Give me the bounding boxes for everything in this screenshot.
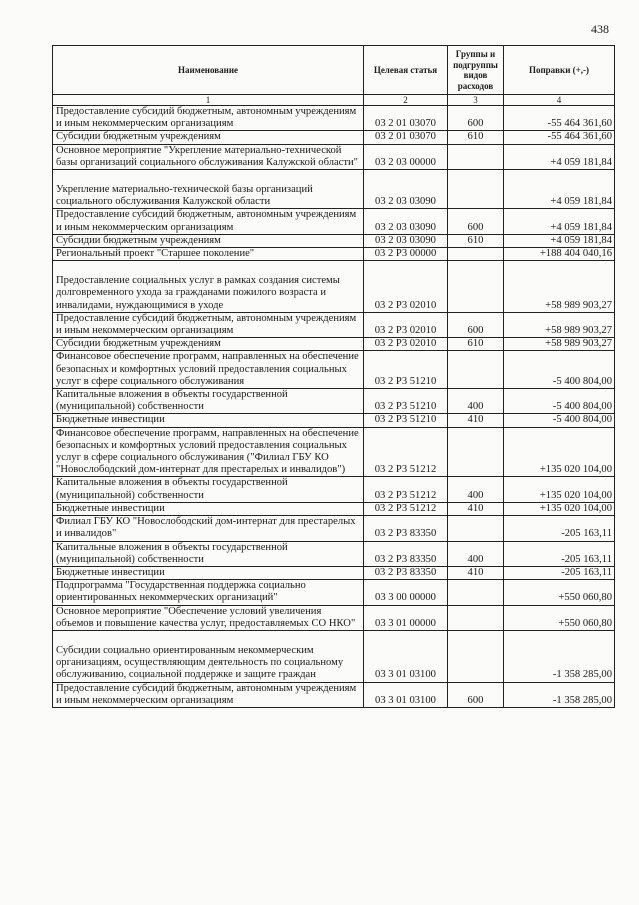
row-amount-cell: +4 059 181,84 — [504, 144, 615, 169]
row-name-cell: Подпрограмма "Государственная поддержка социально ориентированных некоммерческих организаций" — [53, 580, 364, 605]
row-group-cell — [448, 516, 504, 541]
page-number: 438 — [591, 22, 609, 36]
row-code-cell: 03 2 P3 02010 — [364, 338, 448, 351]
row-group-cell: 610 — [448, 234, 504, 247]
table-row — [53, 477, 615, 502]
row-code-cell: 03 2 P3 51212 — [364, 502, 448, 515]
table-row — [53, 630, 615, 682]
row-amount-cell: +135 020 104,00 — [504, 427, 615, 477]
row-group-cell: 600 — [448, 106, 504, 131]
row-group-cell — [448, 144, 504, 169]
table-row — [53, 131, 615, 144]
budget-table — [52, 45, 615, 708]
row-name-cell: Бюджетные инвестиции — [53, 414, 364, 427]
row-amount-cell: -55 464 361,60 — [504, 131, 615, 144]
row-group-cell: 410 — [448, 502, 504, 515]
row-amount-cell: -5 400 804,00 — [504, 389, 615, 414]
row-name-cell: Капитальные вложения в объекты государственной (муниципальной) собственности — [53, 541, 364, 566]
table-row — [53, 248, 615, 261]
row-name-cell: Основное мероприятие "Укрепление материально-технической базы организаций социального обслуживания Калужской области" — [53, 144, 364, 169]
row-name-cell: Бюджетные инвестиции — [53, 502, 364, 515]
row-group-cell — [448, 427, 504, 477]
row-amount-cell: +550 060,80 — [504, 605, 615, 630]
table-row — [53, 566, 615, 579]
table-row — [53, 106, 615, 131]
header-amount: Поправки (+,-) — [504, 46, 615, 95]
column-number: 3 — [448, 95, 504, 106]
row-group-cell: 610 — [448, 131, 504, 144]
row-name-cell: Субсидии социально ориентированным некоммерческим организациям, осуществляющим деятельность по социальному обслуживанию, социальной поддержке и защите граждан — [53, 630, 364, 682]
table-row — [53, 144, 615, 169]
row-group-cell — [448, 605, 504, 630]
row-group-cell — [448, 630, 504, 682]
row-group-cell: 600 — [448, 312, 504, 337]
row-code-cell: 03 2 01 03070 — [364, 106, 448, 131]
row-group-cell — [448, 261, 504, 313]
row-amount-cell: +135 020 104,00 — [504, 502, 615, 515]
row-code-cell: 03 3 00 00000 — [364, 580, 448, 605]
row-name-cell: Предоставление субсидий бюджетным, автономным учреждениям и иным некоммерческим организациям — [53, 209, 364, 234]
row-amount-cell: -55 464 361,60 — [504, 106, 615, 131]
table-row — [53, 682, 615, 707]
row-amount-cell: -1 358 285,00 — [504, 682, 615, 707]
row-amount-cell: -1 358 285,00 — [504, 630, 615, 682]
header-name: Наименование — [53, 46, 364, 95]
row-amount-cell: +4 059 181,84 — [504, 209, 615, 234]
row-amount-cell: +58 989 903,27 — [504, 261, 615, 313]
row-code-cell: 03 3 01 03100 — [364, 630, 448, 682]
row-group-cell: 610 — [448, 338, 504, 351]
row-name-cell: Финансовое обеспечение программ, направленных на обеспечение безопасных и комфортных условий предоставления социальных услуг в сфере социального обслуживания — [53, 351, 364, 389]
row-name-cell: Субсидии бюджетным учреждениям — [53, 131, 364, 144]
column-number: 1 — [53, 95, 364, 106]
row-code-cell: 03 2 P3 83350 — [364, 516, 448, 541]
row-amount-cell: +550 060,80 — [504, 580, 615, 605]
table-row — [53, 209, 615, 234]
table-body — [53, 106, 615, 708]
row-group-cell: 410 — [448, 566, 504, 579]
table-row — [53, 580, 615, 605]
row-name-cell: Основное мероприятие "Обеспечение условий увеличения объемов и повышение качества услуг, предоставляемых СО НКО" — [53, 605, 364, 630]
row-group-cell: 400 — [448, 541, 504, 566]
row-code-cell: 03 2 P3 51210 — [364, 389, 448, 414]
row-code-cell: 03 2 P3 00000 — [364, 248, 448, 261]
row-code-cell: 03 3 01 00000 — [364, 605, 448, 630]
row-amount-cell: +4 059 181,84 — [504, 170, 615, 209]
table-row — [53, 170, 615, 209]
table-row — [53, 502, 615, 515]
row-code-cell: 03 2 P3 83350 — [364, 541, 448, 566]
table-row — [53, 541, 615, 566]
row-group-cell — [448, 351, 504, 389]
row-amount-cell: -5 400 804,00 — [504, 351, 615, 389]
row-code-cell: 03 2 P3 51212 — [364, 477, 448, 502]
row-code-cell: 03 2 01 03070 — [364, 131, 448, 144]
column-number: 4 — [504, 95, 615, 106]
row-amount-cell: +4 059 181,84 — [504, 234, 615, 247]
row-amount-cell: +188 404 040,16 — [504, 248, 615, 261]
row-code-cell: 03 2 P3 02010 — [364, 261, 448, 313]
row-name-cell: Предоставление субсидий бюджетным, автономным учреждениям и иным некоммерческим организациям — [53, 682, 364, 707]
row-amount-cell: -5 400 804,00 — [504, 414, 615, 427]
table-row — [53, 427, 615, 477]
row-name-cell: Финансовое обеспечение программ, направленных на обеспечение безопасных и комфортных условий предоставления социальных услуг в сфере социального обслуживания ("Филиал ГБУ КО "Новослободский дом-интернат для престарелых и инвалидов") — [53, 427, 364, 477]
row-group-cell — [448, 248, 504, 261]
row-group-cell: 400 — [448, 477, 504, 502]
table-row — [53, 312, 615, 337]
header-code: Целевая статья — [364, 46, 448, 95]
row-amount-cell: +58 989 903,27 — [504, 338, 615, 351]
row-name-cell: Предоставление социальных услуг в рамках создания системы долговременного ухода за гражданами пожилого возраста и инвалидами, нуждающимися в уходе — [53, 261, 364, 313]
row-name-cell: Субсидии бюджетным учреждениям — [53, 234, 364, 247]
row-name-cell: Предоставление субсидий бюджетным, автономным учреждениям и иным некоммерческим организациям — [53, 312, 364, 337]
row-amount-cell: -205 163,11 — [504, 541, 615, 566]
row-amount-cell: -205 163,11 — [504, 566, 615, 579]
row-code-cell: 03 2 P3 51210 — [364, 351, 448, 389]
row-group-cell: 600 — [448, 682, 504, 707]
table-row — [53, 389, 615, 414]
table-row — [53, 605, 615, 630]
table-row — [53, 414, 615, 427]
row-group-cell: 600 — [448, 209, 504, 234]
row-code-cell: 03 2 P3 83350 — [364, 566, 448, 579]
row-code-cell: 03 2 03 03090 — [364, 234, 448, 247]
row-name-cell: Бюджетные инвестиции — [53, 566, 364, 579]
row-group-cell — [448, 580, 504, 605]
row-group-cell — [448, 170, 504, 209]
row-amount-cell: +58 989 903,27 — [504, 312, 615, 337]
row-code-cell: 03 2 03 03090 — [364, 170, 448, 209]
table-row — [53, 351, 615, 389]
row-code-cell: 03 2 03 00000 — [364, 144, 448, 169]
row-name-cell: Капитальные вложения в объекты государственной (муниципальной) собственности — [53, 389, 364, 414]
row-name-cell: Капитальные вложения в объекты государственной (муниципальной) собственности — [53, 477, 364, 502]
row-amount-cell: -205 163,11 — [504, 516, 615, 541]
row-name-cell: Субсидии бюджетным учреждениям — [53, 338, 364, 351]
row-name-cell: Предоставление субсидий бюджетным, автономным учреждениям и иным некоммерческим организациям — [53, 106, 364, 131]
row-name-cell: Филиал ГБУ КО "Новослободский дом-интернат для престарелых и инвалидов" — [53, 516, 364, 541]
table-row — [53, 261, 615, 313]
row-amount-cell: +135 020 104,00 — [504, 477, 615, 502]
table-row — [53, 234, 615, 247]
column-number: 2 — [364, 95, 448, 106]
row-code-cell: 03 2 P3 02010 — [364, 312, 448, 337]
row-name-cell: Региональный проект "Старшее поколение" — [53, 248, 364, 261]
row-code-cell: 03 2 03 03090 — [364, 209, 448, 234]
column-number-row — [53, 95, 615, 106]
row-group-cell: 410 — [448, 414, 504, 427]
table-row — [53, 338, 615, 351]
row-group-cell: 400 — [448, 389, 504, 414]
row-name-cell: Укрепление материально-технической базы организаций социального обслуживания Калужской области — [53, 170, 364, 209]
row-code-cell: 03 3 01 03100 — [364, 682, 448, 707]
header-group: Группы и подгруппы видов расходов — [448, 46, 504, 95]
table-row — [53, 516, 615, 541]
row-code-cell: 03 2 P3 51212 — [364, 427, 448, 477]
header-row — [53, 46, 615, 95]
row-code-cell: 03 2 P3 51210 — [364, 414, 448, 427]
